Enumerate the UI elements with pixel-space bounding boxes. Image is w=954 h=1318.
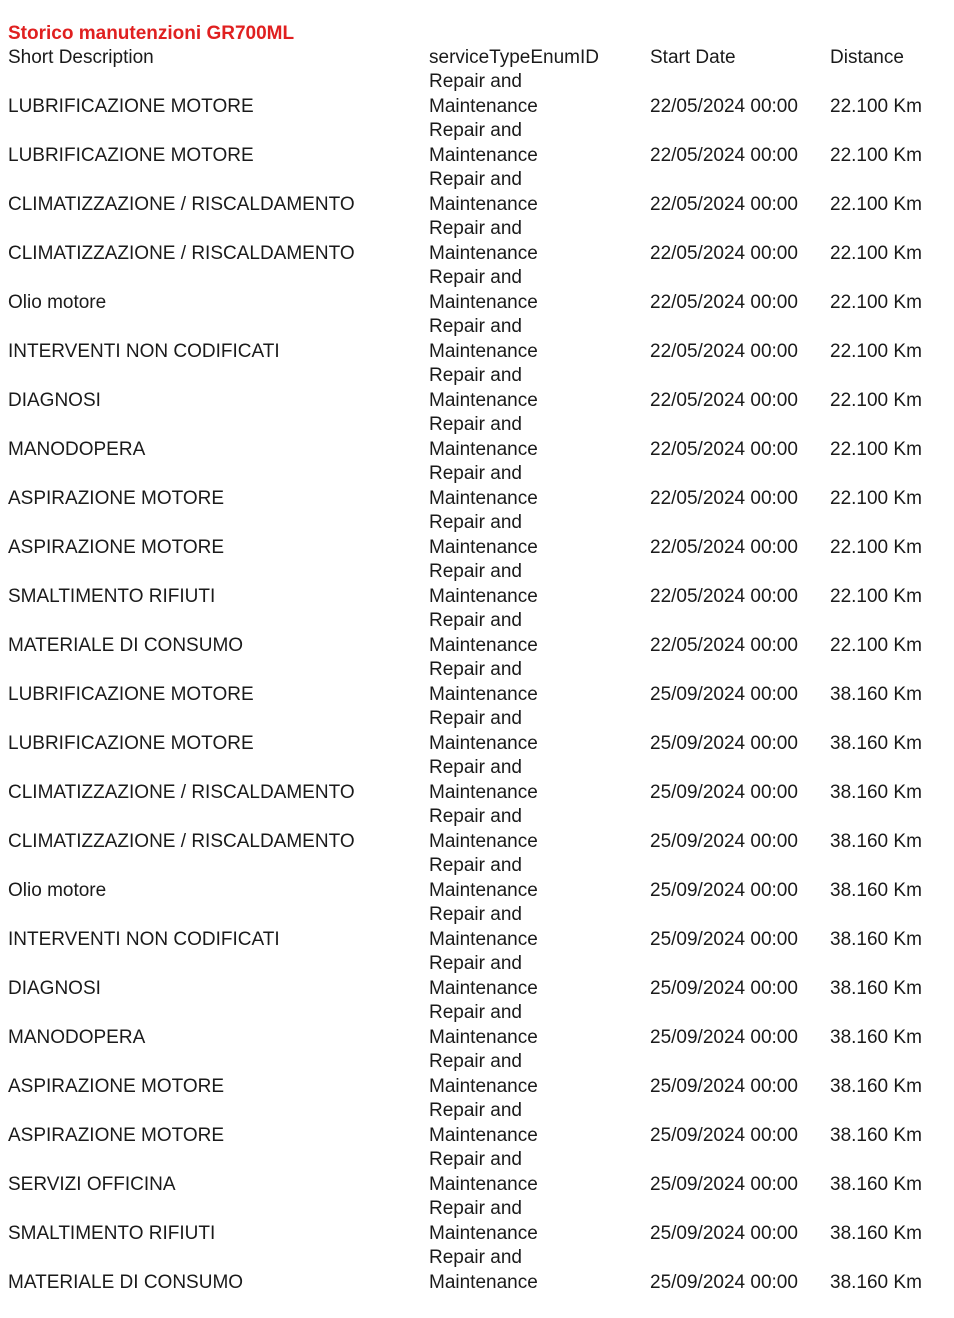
- row-service-type: Repair and Maintenance: [429, 414, 538, 460]
- row-description: INTERVENTI NON CODIFICATI: [8, 340, 280, 362]
- row-start-date: 25/09/2024 00:00: [650, 830, 798, 852]
- row-service-type: Repair and Maintenance: [429, 855, 538, 901]
- row-start-date: 22/05/2024 00:00: [650, 144, 798, 166]
- table-row: [0, 315, 954, 364]
- row-distance: 22.100 Km: [830, 585, 922, 607]
- row-service-type: Repair and Maintenance: [429, 1247, 538, 1293]
- row-service-type: Repair and Maintenance: [429, 659, 538, 705]
- row-start-date: 25/09/2024 00:00: [650, 1271, 798, 1293]
- row-distance: 22.100 Km: [830, 536, 922, 558]
- row-description: MANODOPERA: [8, 1026, 146, 1048]
- row-distance: 22.100 Km: [830, 487, 922, 509]
- row-description: LUBRIFICAZIONE MOTORE: [8, 144, 254, 166]
- row-service-type: Repair and Maintenance: [429, 1002, 538, 1048]
- row-service-type: Repair and Maintenance: [429, 904, 538, 950]
- row-description: LUBRIFICAZIONE MOTORE: [8, 732, 254, 754]
- row-service-type: Repair and Maintenance: [429, 757, 538, 803]
- table-row: [0, 364, 954, 413]
- table-row: [0, 119, 954, 168]
- table-header: [0, 46, 954, 70]
- row-start-date: 22/05/2024 00:00: [650, 438, 798, 460]
- row-service-type: Repair and Maintenance: [429, 1198, 538, 1244]
- row-start-date: 22/05/2024 00:00: [650, 389, 798, 411]
- header-distance: Distance: [830, 47, 904, 68]
- row-distance: 38.160 Km: [830, 977, 922, 999]
- row-distance: 22.100 Km: [830, 340, 922, 362]
- row-start-date: 25/09/2024 00:00: [650, 781, 798, 803]
- row-service-type: Repair and Maintenance: [429, 806, 538, 852]
- table-row: [0, 707, 954, 756]
- row-service-type: Repair and Maintenance: [429, 561, 538, 607]
- table-row: [0, 903, 954, 952]
- row-start-date: 25/09/2024 00:00: [650, 1026, 798, 1048]
- row-service-type: Repair and Maintenance: [429, 1149, 538, 1195]
- row-service-type: Repair and Maintenance: [429, 71, 538, 117]
- row-start-date: 22/05/2024 00:00: [650, 95, 798, 117]
- row-description: ASPIRAZIONE MOTORE: [8, 1075, 225, 1097]
- row-distance: 22.100 Km: [830, 634, 922, 656]
- table-row: [0, 1197, 954, 1246]
- row-distance: 38.160 Km: [830, 928, 922, 950]
- row-start-date: 25/09/2024 00:00: [650, 732, 798, 754]
- row-service-type: Repair and Maintenance: [429, 708, 538, 754]
- row-distance: 38.160 Km: [830, 1124, 922, 1146]
- row-distance: 38.160 Km: [830, 1173, 922, 1195]
- row-description: MATERIALE DI CONSUMO: [8, 1271, 244, 1293]
- row-distance: 22.100 Km: [830, 95, 922, 117]
- table-row: [0, 70, 954, 119]
- row-description: Olio motore: [8, 879, 107, 901]
- table-row: [0, 952, 954, 1001]
- row-distance: 22.100 Km: [830, 291, 922, 313]
- table-row: [0, 805, 954, 854]
- row-distance: 38.160 Km: [830, 1075, 922, 1097]
- row-start-date: 25/09/2024 00:00: [650, 1075, 798, 1097]
- header-short-description: Short Description: [8, 47, 154, 68]
- row-description: INTERVENTI NON CODIFICATI: [8, 928, 280, 950]
- row-service-type: Repair and Maintenance: [429, 610, 538, 656]
- row-start-date: 22/05/2024 00:00: [650, 585, 798, 607]
- row-description: ASPIRAZIONE MOTORE: [8, 1124, 225, 1146]
- row-description: SMALTIMENTO RIFIUTI: [8, 1222, 216, 1244]
- table-row: [0, 1148, 954, 1197]
- table-row: [0, 413, 954, 462]
- row-start-date: 25/09/2024 00:00: [650, 928, 798, 950]
- row-description: CLIMATIZZAZIONE / RISCALDAMENTO: [8, 830, 355, 852]
- row-start-date: 22/05/2024 00:00: [650, 536, 798, 558]
- table-row: [0, 1050, 954, 1099]
- row-distance: 22.100 Km: [830, 144, 922, 166]
- table-row: [0, 1001, 954, 1050]
- row-distance: 38.160 Km: [830, 781, 922, 803]
- row-service-type: Repair and Maintenance: [429, 316, 538, 362]
- header-start-date: Start Date: [650, 47, 736, 68]
- table-row: [0, 560, 954, 609]
- row-service-type: Repair and Maintenance: [429, 1051, 538, 1097]
- row-start-date: 22/05/2024 00:00: [650, 193, 798, 215]
- row-description: SERVIZI OFFICINA: [8, 1173, 176, 1195]
- row-description: ASPIRAZIONE MOTORE: [8, 487, 225, 509]
- row-start-date: 22/05/2024 00:00: [650, 634, 798, 656]
- row-distance: 22.100 Km: [830, 438, 922, 460]
- row-start-date: 25/09/2024 00:00: [650, 683, 798, 705]
- row-start-date: 25/09/2024 00:00: [650, 1222, 798, 1244]
- row-start-date: 22/05/2024 00:00: [650, 340, 798, 362]
- table-row: [0, 511, 954, 560]
- table-row: [0, 462, 954, 511]
- table-row: [0, 609, 954, 658]
- row-description: ASPIRAZIONE MOTORE: [8, 536, 225, 558]
- row-description: LUBRIFICAZIONE MOTORE: [8, 95, 254, 117]
- table-row: [0, 756, 954, 805]
- table-row: [0, 168, 954, 217]
- row-description: SMALTIMENTO RIFIUTI: [8, 585, 216, 607]
- row-distance: 22.100 Km: [830, 193, 922, 215]
- row-start-date: 22/05/2024 00:00: [650, 291, 798, 313]
- row-start-date: 25/09/2024 00:00: [650, 1124, 798, 1146]
- row-service-type: Repair and Maintenance: [429, 953, 538, 999]
- page-title: Storico manutenzioni GR700ML: [8, 23, 295, 44]
- row-distance: 38.160 Km: [830, 830, 922, 852]
- row-description: LUBRIFICAZIONE MOTORE: [8, 683, 254, 705]
- row-service-type: Repair and Maintenance: [429, 120, 538, 166]
- row-description: DIAGNOSI: [8, 977, 101, 999]
- table-row: [0, 658, 954, 707]
- row-start-date: 25/09/2024 00:00: [650, 977, 798, 999]
- row-service-type: Repair and Maintenance: [429, 267, 538, 313]
- row-service-type: Repair and Maintenance: [429, 218, 538, 264]
- row-service-type: Repair and Maintenance: [429, 463, 538, 509]
- row-distance: 38.160 Km: [830, 1222, 922, 1244]
- row-distance: 38.160 Km: [830, 732, 922, 754]
- row-description: CLIMATIZZAZIONE / RISCALDAMENTO: [8, 242, 355, 264]
- row-description: MATERIALE DI CONSUMO: [8, 634, 244, 656]
- table-row: [0, 1099, 954, 1148]
- row-description: CLIMATIZZAZIONE / RISCALDAMENTO: [8, 781, 355, 803]
- row-service-type: Repair and Maintenance: [429, 1100, 538, 1146]
- row-description: MANODOPERA: [8, 438, 146, 460]
- table-row: [0, 266, 954, 315]
- table-row: [0, 1246, 954, 1295]
- row-start-date: 22/05/2024 00:00: [650, 242, 798, 264]
- row-service-type: Repair and Maintenance: [429, 365, 538, 411]
- row-service-type: Repair and Maintenance: [429, 512, 538, 558]
- row-description: CLIMATIZZAZIONE / RISCALDAMENTO: [8, 193, 355, 215]
- row-description: DIAGNOSI: [8, 389, 101, 411]
- row-distance: 38.160 Km: [830, 1271, 922, 1293]
- row-description: Olio motore: [8, 291, 107, 313]
- table-row: [0, 217, 954, 266]
- row-distance: 38.160 Km: [830, 879, 922, 901]
- row-distance: 38.160 Km: [830, 1026, 922, 1048]
- row-start-date: 22/05/2024 00:00: [650, 487, 798, 509]
- row-distance: 22.100 Km: [830, 389, 922, 411]
- row-distance: 22.100 Km: [830, 242, 922, 264]
- row-start-date: 25/09/2024 00:00: [650, 879, 798, 901]
- header-service-type: serviceTypeEnumID: [429, 47, 600, 68]
- row-service-type: Repair and Maintenance: [429, 169, 538, 215]
- row-distance: 38.160 Km: [830, 683, 922, 705]
- table-row: [0, 854, 954, 903]
- row-start-date: 25/09/2024 00:00: [650, 1173, 798, 1195]
